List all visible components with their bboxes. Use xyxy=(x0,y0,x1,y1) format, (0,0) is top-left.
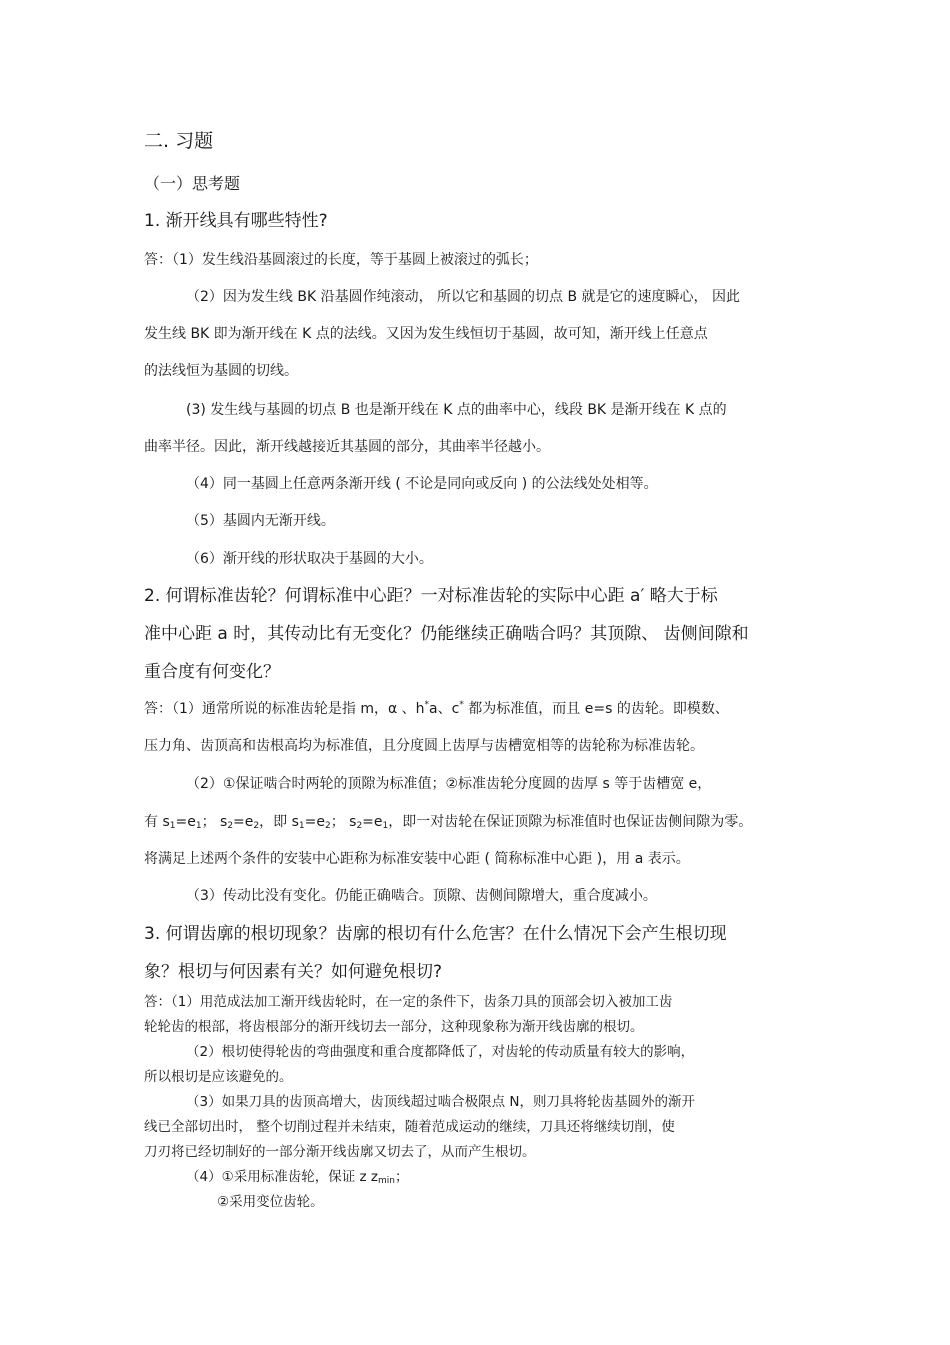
section-title: 二. 习题 xyxy=(144,130,214,152)
question-3-title-line: 象？根切与何因素有关？如何避免根切? xyxy=(144,962,443,982)
q3-answer-line: 刀刃将已经切制好的一部分渐开线齿廓又切去了，从而产生根切。 xyxy=(144,1144,536,1160)
question-3-title-line: 3. 何谓齿廓的根切现象？齿廓的根切有什么危害？在什么情况下会产生根切现 xyxy=(144,924,727,944)
q3-answer-line: 轮轮齿的根部，将齿根部分的渐开线切去一部分，这种现象称为渐开线齿廓的根切。 xyxy=(144,1019,644,1035)
q2-answer-line-2: 压力角、齿顶高和齿根高均为标准值，且分度圆上齿厚与齿槽宽相等的齿轮称为标准齿轮。 xyxy=(144,738,704,754)
q2-answer-line-6: （3）传动比没有变化。仍能正确啮合。顶隙、齿侧间隙增大，重合度减小。 xyxy=(186,888,657,904)
question-2-title-line: 2. 何谓标准齿轮？何谓标准中心距？一对标准齿轮的实际中心距 a′ 略大于标 xyxy=(144,586,718,606)
q3-answer-line-8: （4）①采用标准齿轮，保证 z $z_{min}$； xyxy=(186,1169,409,1186)
q2-answer-line-3: （2）①保证啮合时两轮的顶隙为标准值；②标准齿轮分度圆的齿厚 s 等于齿槽宽 e， xyxy=(186,776,712,792)
q1-answer-line: 答：（1）发生线沿基圆滚过的长度，等于基圆上被滚过的弧长； xyxy=(144,252,538,268)
q1-answer-line: （6）渐开线的形状取决于基圆的大小。 xyxy=(186,551,433,567)
q1-answer-line: 曲率半径。因此，渐开线越接近其基圆的部分，其曲率半径越小。 xyxy=(144,439,550,455)
q2-answer-line-5: 将满足上述两个条件的安装中心距称为标准安装中心距 ( 简称标准中心距 )，用 a 表示。 xyxy=(144,851,690,867)
q1-answer-line: 发生线 BK 即为渐开线在 K 点的法线。又因为发生线恒切于基圆，故可知，渐开线上任意点 xyxy=(144,326,708,342)
q3-answer-line-9: ②采用变位齿轮。 xyxy=(217,1194,324,1210)
q1-answer-line: （2）因为发生线 BK 沿基圆作纯滚动， 所以它和基圆的切点 B 就是它的速度瞬心， 因此 xyxy=(186,289,740,305)
question-2-title-line: 准中心距 a 时，其传动比有无变化？仍能继续正确啮合吗？其顶隙、 齿侧间隙和 xyxy=(144,624,749,644)
question-2-title-line: 重合度有何变化？ xyxy=(144,662,280,682)
q2-answer-line-1: 答：（1）通常所说的标准齿轮是指 m，α 、h*a、c* 都为标准值，而且 e=s 的齿轮。即模数、 xyxy=(144,700,729,717)
q2-answer-line-4: 有 $s_1=e_1$； $s_2=e_2$，即 $s_1=e_2$； $s_2=e_1$，即一对齿轮在保证顶隙为标准值时也保证齿侧间隙为零。 xyxy=(144,814,753,831)
q1-answer-line: 的法线恒为基圆的切线。 xyxy=(144,363,298,379)
q3-answer-line: 线已全部切出时， 整个切削过程并未结束，随着范成运动的继续，刀具还将继续切削，使 xyxy=(144,1119,675,1135)
q1-answer-line: (3) 发生线与基圆的切点 B 也是渐开线在 K 点的曲率中心，线段 BK 是渐开线在 K 点的 xyxy=(186,402,727,418)
q1-answer-line: （5）基圆内无渐开线。 xyxy=(186,513,335,529)
subsection-title: （一）思考题 xyxy=(144,174,241,193)
q3-answer-line: 答：（1）用范成法加工渐开线齿轮时，在一定的条件下，齿条刀具的顶部会切入被加工齿 xyxy=(144,994,673,1010)
q3-answer-line: 所以根切是应该避免的。 xyxy=(144,1069,293,1085)
q3-answer-line: （3）如果刀具的齿顶高增大，齿顶线超过啮合极限点 N，则刀具将轮齿基圆外的渐开 xyxy=(186,1094,695,1110)
question-1-title: 1. 渐开线具有哪些特性? xyxy=(144,211,328,231)
q3-answer-line: （2）根切使得轮齿的弯曲强度和重合度都降低了，对齿轮的传动质量有较大的影响， xyxy=(186,1044,695,1060)
q1-answer-line: （4）同一基圆上任意两条渐开线 ( 不论是同向或反向 ) 的公法线处处相等。 xyxy=(186,476,658,492)
